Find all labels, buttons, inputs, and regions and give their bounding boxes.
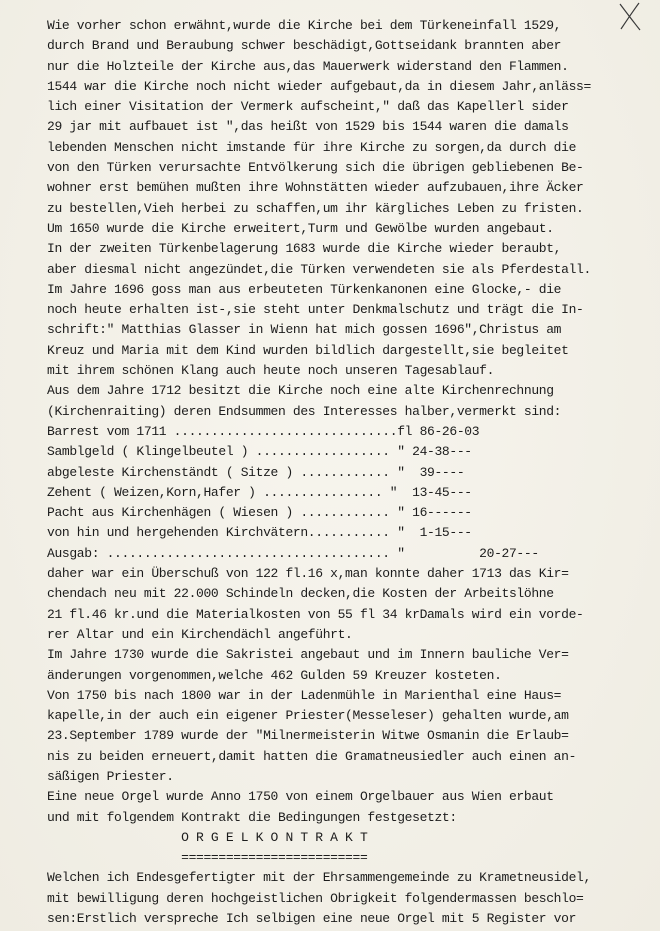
text-line: Kreuz und Maria mit dem Kind wurden bildlich dargestellt,sie begleitet xyxy=(47,342,569,358)
text-line: von den Türken verursachte Entvölkerung sich die übrigen gebliebenen Be- xyxy=(47,160,584,176)
text-line: Aus dem Jahre 1712 besitzt die Kirche noch eine alte Kirchenrechnung xyxy=(47,383,554,399)
text-line: Samblgeld ( Klingelbeutel ) .................. " 24-38--- xyxy=(47,444,472,460)
text-line: durch Brand und Beraubung schwer beschädigt,Gottseidank brannten aber xyxy=(47,38,562,54)
text-line: lich einer Visitation der Vermerk aufscheint," daß das Kapellerl sider xyxy=(47,99,569,115)
text-line: schrift:" Matthias Glasser in Wienn hat mich gossen 1696",Christus am xyxy=(47,322,562,338)
text-line: Um 1650 wurde die Kirche erweitert,Turm und Gewölbe wurden angebaut. xyxy=(47,220,554,236)
text-line: aber diesmal nicht angezündet,die Türken verwendeten sie als Pferdestall. xyxy=(47,261,591,277)
text-line: nis zu beiden erneuert,damit hatten die Gramatneusiedler auch einen an- xyxy=(47,748,577,764)
text-line: nur die Holzteile der Kirche aus,das Mauerwerk widerstand den Flammen. xyxy=(47,58,569,74)
text-line: Zehent ( Weizen,Korn,Hafer ) ................ " 13-45--- xyxy=(47,484,472,500)
text-line: änderungen vorgenommen,welche 462 Gulden 59 Kreuzer kosteten. xyxy=(47,667,502,683)
text-line: zu bestellen,Vieh herbei zu schaffen,um ihr kärgliches Leben zu fristen. xyxy=(47,200,584,216)
text-line: Wie vorher schon erwähnt,wurde die Kirche bei dem Türkeneinfall 1529, xyxy=(47,18,562,33)
text-line: 29 jar mit aufbauet ist ",das heißt von 1529 bis 1544 waren die damals xyxy=(47,119,569,135)
document-body xyxy=(47,16,657,929)
text-line: noch heute erhalten ist-,sie steht unter Denkmalschutz und trägt die In- xyxy=(47,302,584,318)
text-line: In der zweiten Türkenbelagerung 1683 wurde die Kirche wieder beraubt, xyxy=(47,241,562,257)
text-line: mit bewilligung deren hochgeistlichen Obrigkeit folgendermassen beschlo= xyxy=(47,890,584,906)
text-line: abgeleste Kirchenständt ( Sitze ) ............ " 39---- xyxy=(47,464,465,480)
text-line: Im Jahre 1730 wurde die Sakristei angebaut und im Innern bauliche Ver= xyxy=(47,647,569,663)
text-line: säßigen Priester. xyxy=(47,768,174,784)
text-line: Im Jahre 1696 goss man aus erbeuteten Türkenkanonen eine Glocke,- die xyxy=(47,281,562,297)
text-line: und mit folgendem Kontrakt die Bedingungen festgesetzt: xyxy=(47,809,457,825)
text-line: Welchen ich Endesgefertigter mit der Ehrsammengemeinde zu Krametneusidel, xyxy=(47,870,591,886)
text-line: Ausgab: ...................................... " 20-27--- xyxy=(47,545,539,561)
text-line: von hin und hergehenden Kirchvätern........... " 1-15--- xyxy=(47,525,472,541)
text-line: 1544 war die Kirche noch nicht wieder aufgebaut,da in diesem Jahr,anläss= xyxy=(47,78,591,94)
text-line: 21 fl.46 kr.und die Materialkosten von 55 fl 34 krDamals wird ein vorde- xyxy=(47,606,584,622)
text-line: kapelle,in der auch ein eigener Priester(Messeleser) gehalten wurde,am xyxy=(47,708,569,724)
text-line: daher war ein Überschuß von 122 fl.16 x,man konnte daher 1713 das Kir= xyxy=(47,566,569,582)
text-line: lebenden Menschen nicht imstande für ihre Kirche zu sorgen,da durch die xyxy=(47,139,577,155)
text-line: chendach neu mit 22.000 Schindeln decken,die Kosten der Arbeitslöhne xyxy=(47,586,554,602)
text-line: mit ihrem schönen Klang auch heute noch unseren Tagesablauf. xyxy=(47,363,495,379)
text-line: O R G E L K O N T R A K T xyxy=(47,829,368,845)
text-line: Pacht aus Kirchenhägen ( Wiesen ) ............ " 16------ xyxy=(47,505,472,521)
text-line: Barrest vom 1711 ..............................fl 86-26-03 xyxy=(47,423,480,439)
text-line: Eine neue Orgel wurde Anno 1750 von einem Orgelbauer aus Wien erbaut xyxy=(47,789,554,805)
text-line: rer Altar und ein Kirchendächl angeführt. xyxy=(47,626,353,642)
text-line: wohner erst bemühen mußten ihre Wohnstätten wieder aufzubauen,ihre Äcker xyxy=(47,180,584,196)
text-line: sen:Erstlich verspreche Ich selbigen eine neue Orgel mit 5 Register vor xyxy=(47,911,577,927)
text-line: ========================= xyxy=(47,850,368,866)
text-line: (Kirchenraiting) deren Endsummen des Interesses halber,vermerkt sind: xyxy=(47,403,562,419)
text-line: Von 1750 bis nach 1800 war in der Ladenmühle in Marienthal eine Haus= xyxy=(47,687,562,703)
text-line: 23.September 1789 wurde der "Milnermeisterin Witwe Osmanin die Erlaub= xyxy=(47,728,569,744)
